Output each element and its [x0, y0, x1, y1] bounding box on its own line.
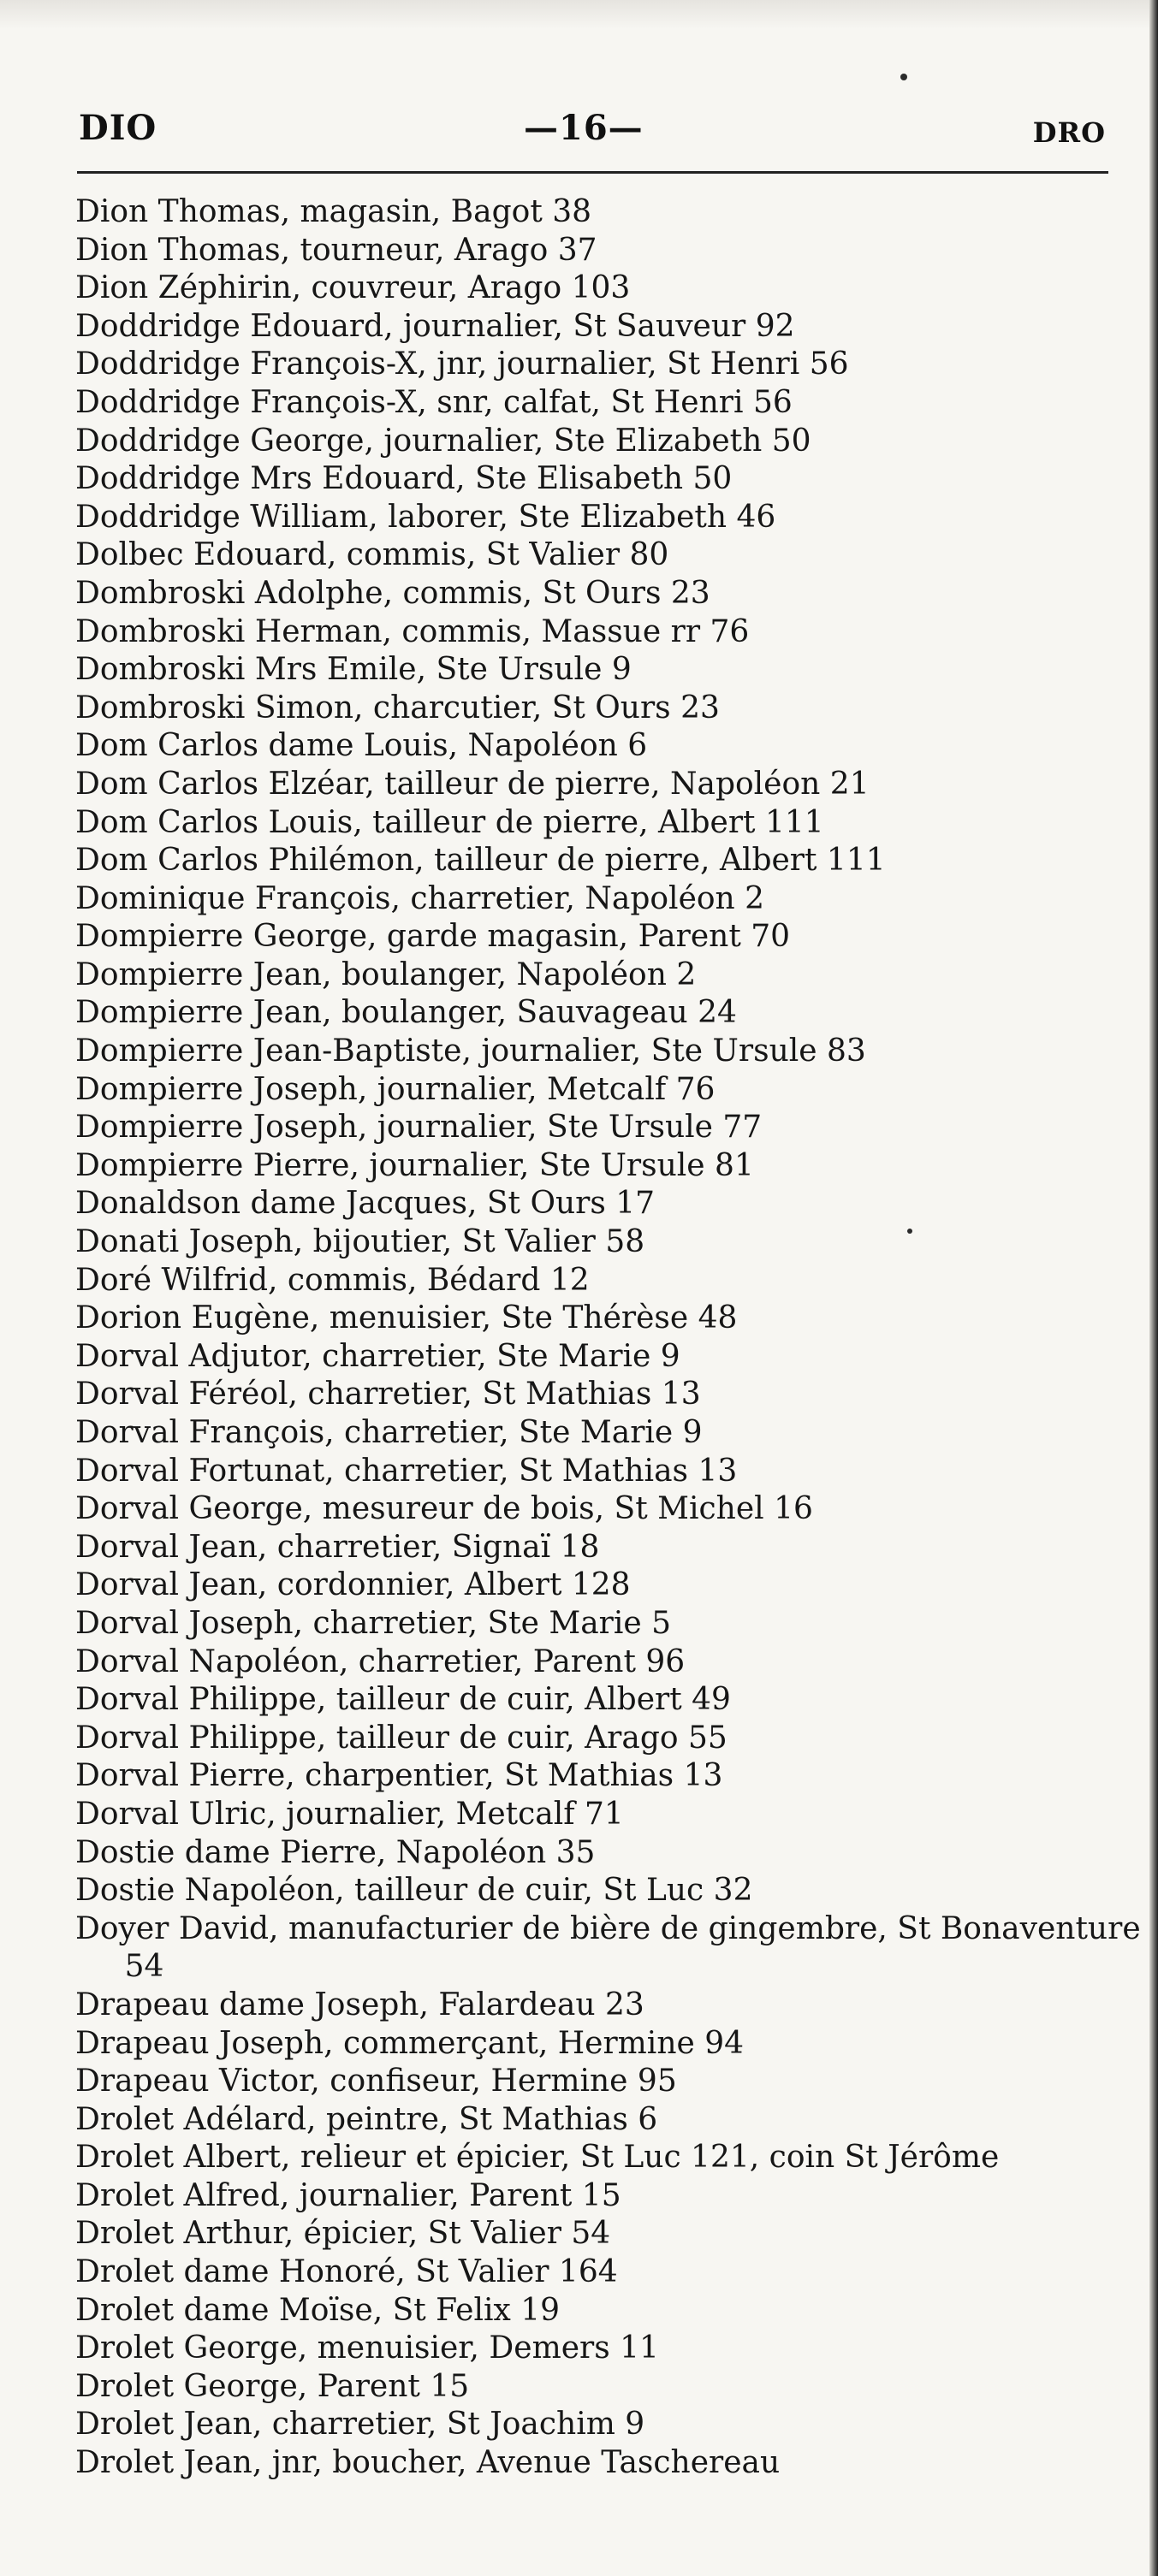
- directory-entry: Dolbec Edouard, commis, St Valier 80: [75, 537, 669, 573]
- directory-entry: Donati Joseph, bijoutier, St Valier 58: [75, 1224, 645, 1260]
- page-header: [79, 108, 1106, 169]
- directory-entry: Dorval Pierre, charpentier, St Mathias 13: [75, 1758, 723, 1794]
- directory-entry: Dorval François, charretier, Ste Marie 9: [75, 1415, 703, 1450]
- directory-entry: Drapeau Victor, confiseur, Hermine 95: [75, 2064, 677, 2099]
- header-guide-word-left: DIO: [79, 108, 157, 148]
- directory-entry: Dombroski Simon, charcutier, St Ours 23: [75, 690, 720, 725]
- directory-entry: Doddridge François-X, snr, calfat, St Henri 56: [75, 384, 793, 420]
- page-number: —16—: [524, 108, 644, 148]
- directory-entry: Dostie dame Pierre, Napoléon 35: [75, 1834, 596, 1870]
- directory-entry: Dorval Joseph, charretier, Ste Marie 5: [75, 1605, 672, 1641]
- directory-entry: Dombroski Adolphe, commis, St Ours 23: [75, 575, 710, 611]
- directory-entry: Drolet Adélard, peintre, St Mathias 6: [75, 2101, 658, 2137]
- directory-entry: Dorval Philippe, tailleur de cuir, Albert 49: [75, 1682, 731, 1718]
- directory-entry: Drapeau dame Joseph, Falardeau 23: [75, 1987, 644, 2022]
- directory-entry: Doddridge François-X, jnr, journalier, St Henri 56: [75, 346, 849, 382]
- directory-entry: Dorion Eugène, menuisier, Ste Thérèse 48: [75, 1300, 738, 1336]
- directory-entry: Dorval Ulric, journalier, Metcalf 71: [75, 1796, 624, 1832]
- directory-entry: Dorval Fortunat, charretier, St Mathias 13: [75, 1453, 738, 1489]
- directory-entry: Dom Carlos Philémon, tailleur de pierre, Albert 111: [75, 843, 886, 879]
- directory-entry: Dompierre Joseph, journalier, Metcalf 76: [75, 1071, 716, 1107]
- directory-entry: Doddridge Edouard, journalier, St Sauveur 92: [75, 308, 795, 344]
- directory-entry: Drolet Jean, jnr, boucher, Avenue Taschereau: [75, 2445, 781, 2481]
- ink-speck: [900, 74, 907, 80]
- directory-entry: Doyer David, manufacturier de bière de gingembre, St Bonaventure 54: [75, 1910, 1141, 1985]
- directory-entry: Dostie Napoléon, tailleur de cuir, St Luc 32: [75, 1873, 753, 1909]
- directory-entries: [75, 193, 1141, 2483]
- directory-entry: Doddridge George, journalier, Ste Elizabeth 50: [75, 423, 811, 459]
- directory-entry: Dombroski Herman, commis, Massue rr 76: [75, 613, 750, 649]
- directory-entry: Dompierre Joseph, journalier, Ste Ursule 77: [75, 1110, 763, 1146]
- page-binding-edge: [1149, 0, 1158, 2576]
- directory-entry: Dompierre George, garde magasin, Parent 70: [75, 919, 791, 955]
- page-top-shadow: [0, 0, 1158, 29]
- directory-entry: Drolet Arthur, épicier, St Valier 54: [75, 2216, 611, 2252]
- directory-entry: Dorval Jean, cordonnier, Albert 128: [75, 1567, 631, 1603]
- directory-entry: Dom Carlos Elzéar, tailleur de pierre, Napoléon 21: [75, 766, 870, 802]
- directory-entry: Dorval Napoléon, charretier, Parent 96: [75, 1643, 686, 1679]
- directory-entry: Dompierre Jean-Baptiste, journalier, Ste Ursule 83: [75, 1033, 866, 1069]
- directory-entry: Dorval Adjutor, charretier, Ste Marie 9: [75, 1338, 680, 1374]
- directory-entry: Drolet George, Parent 15: [75, 2368, 470, 2404]
- header-rule: [77, 171, 1108, 174]
- directory-entry: Dorval Féréol, charretier, St Mathias 13: [75, 1377, 701, 1412]
- directory-entry: Dominique François, charretier, Napoléon 2: [75, 880, 765, 916]
- directory-entry: Drolet dame Honoré, St Valier 164: [75, 2254, 618, 2290]
- directory-entry: Dombroski Mrs Emile, Ste Ursule 9: [75, 652, 632, 688]
- directory-entry: Dion Zéphirin, couvreur, Arago 103: [75, 270, 631, 306]
- directory-entry: Dion Thomas, tourneur, Arago 37: [75, 232, 597, 268]
- directory-entry: Drolet Alfred, journalier, Parent 15: [75, 2177, 621, 2213]
- directory-entry: Drapeau Joseph, commerçant, Hermine 94: [75, 2025, 745, 2061]
- directory-entry: Doddridge William, laborer, Ste Elizabeth 46: [75, 499, 776, 535]
- directory-entry: Drolet Jean, charretier, St Joachim 9: [75, 2407, 645, 2443]
- directory-entry: Dompierre Jean, boulanger, Sauvageau 24: [75, 995, 737, 1031]
- directory-entry: Drolet Albert, relieur et épicier, St Luc 121, coin St Jérôme: [75, 2140, 1000, 2176]
- directory-entry: Dom Carlos Louis, tailleur de pierre, Albert 111: [75, 804, 824, 840]
- directory-entry: Donaldson dame Jacques, St Ours 17: [75, 1186, 656, 1222]
- directory-entry: Dompierre Jean, boulanger, Napoléon 2: [75, 956, 697, 992]
- directory-entry: Doré Wilfrid, commis, Bédard 12: [75, 1262, 590, 1298]
- directory-entry: Drolet dame Moïse, St Felix 19: [75, 2292, 561, 2328]
- directory-entry: Dorval Philippe, tailleur de cuir, Arago 55: [75, 1720, 727, 1756]
- directory-entry: Dorval Jean, charretier, Signaï 18: [75, 1529, 600, 1565]
- directory-entry: Drolet George, menuisier, Demers 11: [75, 2330, 659, 2366]
- header-guide-word-right: DRO: [1032, 116, 1106, 149]
- directory-entry: Doddridge Mrs Edouard, Ste Elisabeth 50: [75, 461, 733, 497]
- directory-entry: Dion Thomas, magasin, Bagot 38: [75, 194, 592, 229]
- directory-entry: Dorval George, mesureur de bois, St Michel 16: [75, 1491, 813, 1527]
- directory-entry: Dom Carlos dame Louis, Napoléon 6: [75, 728, 648, 764]
- directory-entry: Dompierre Pierre, journalier, Ste Ursule 81: [75, 1147, 754, 1183]
